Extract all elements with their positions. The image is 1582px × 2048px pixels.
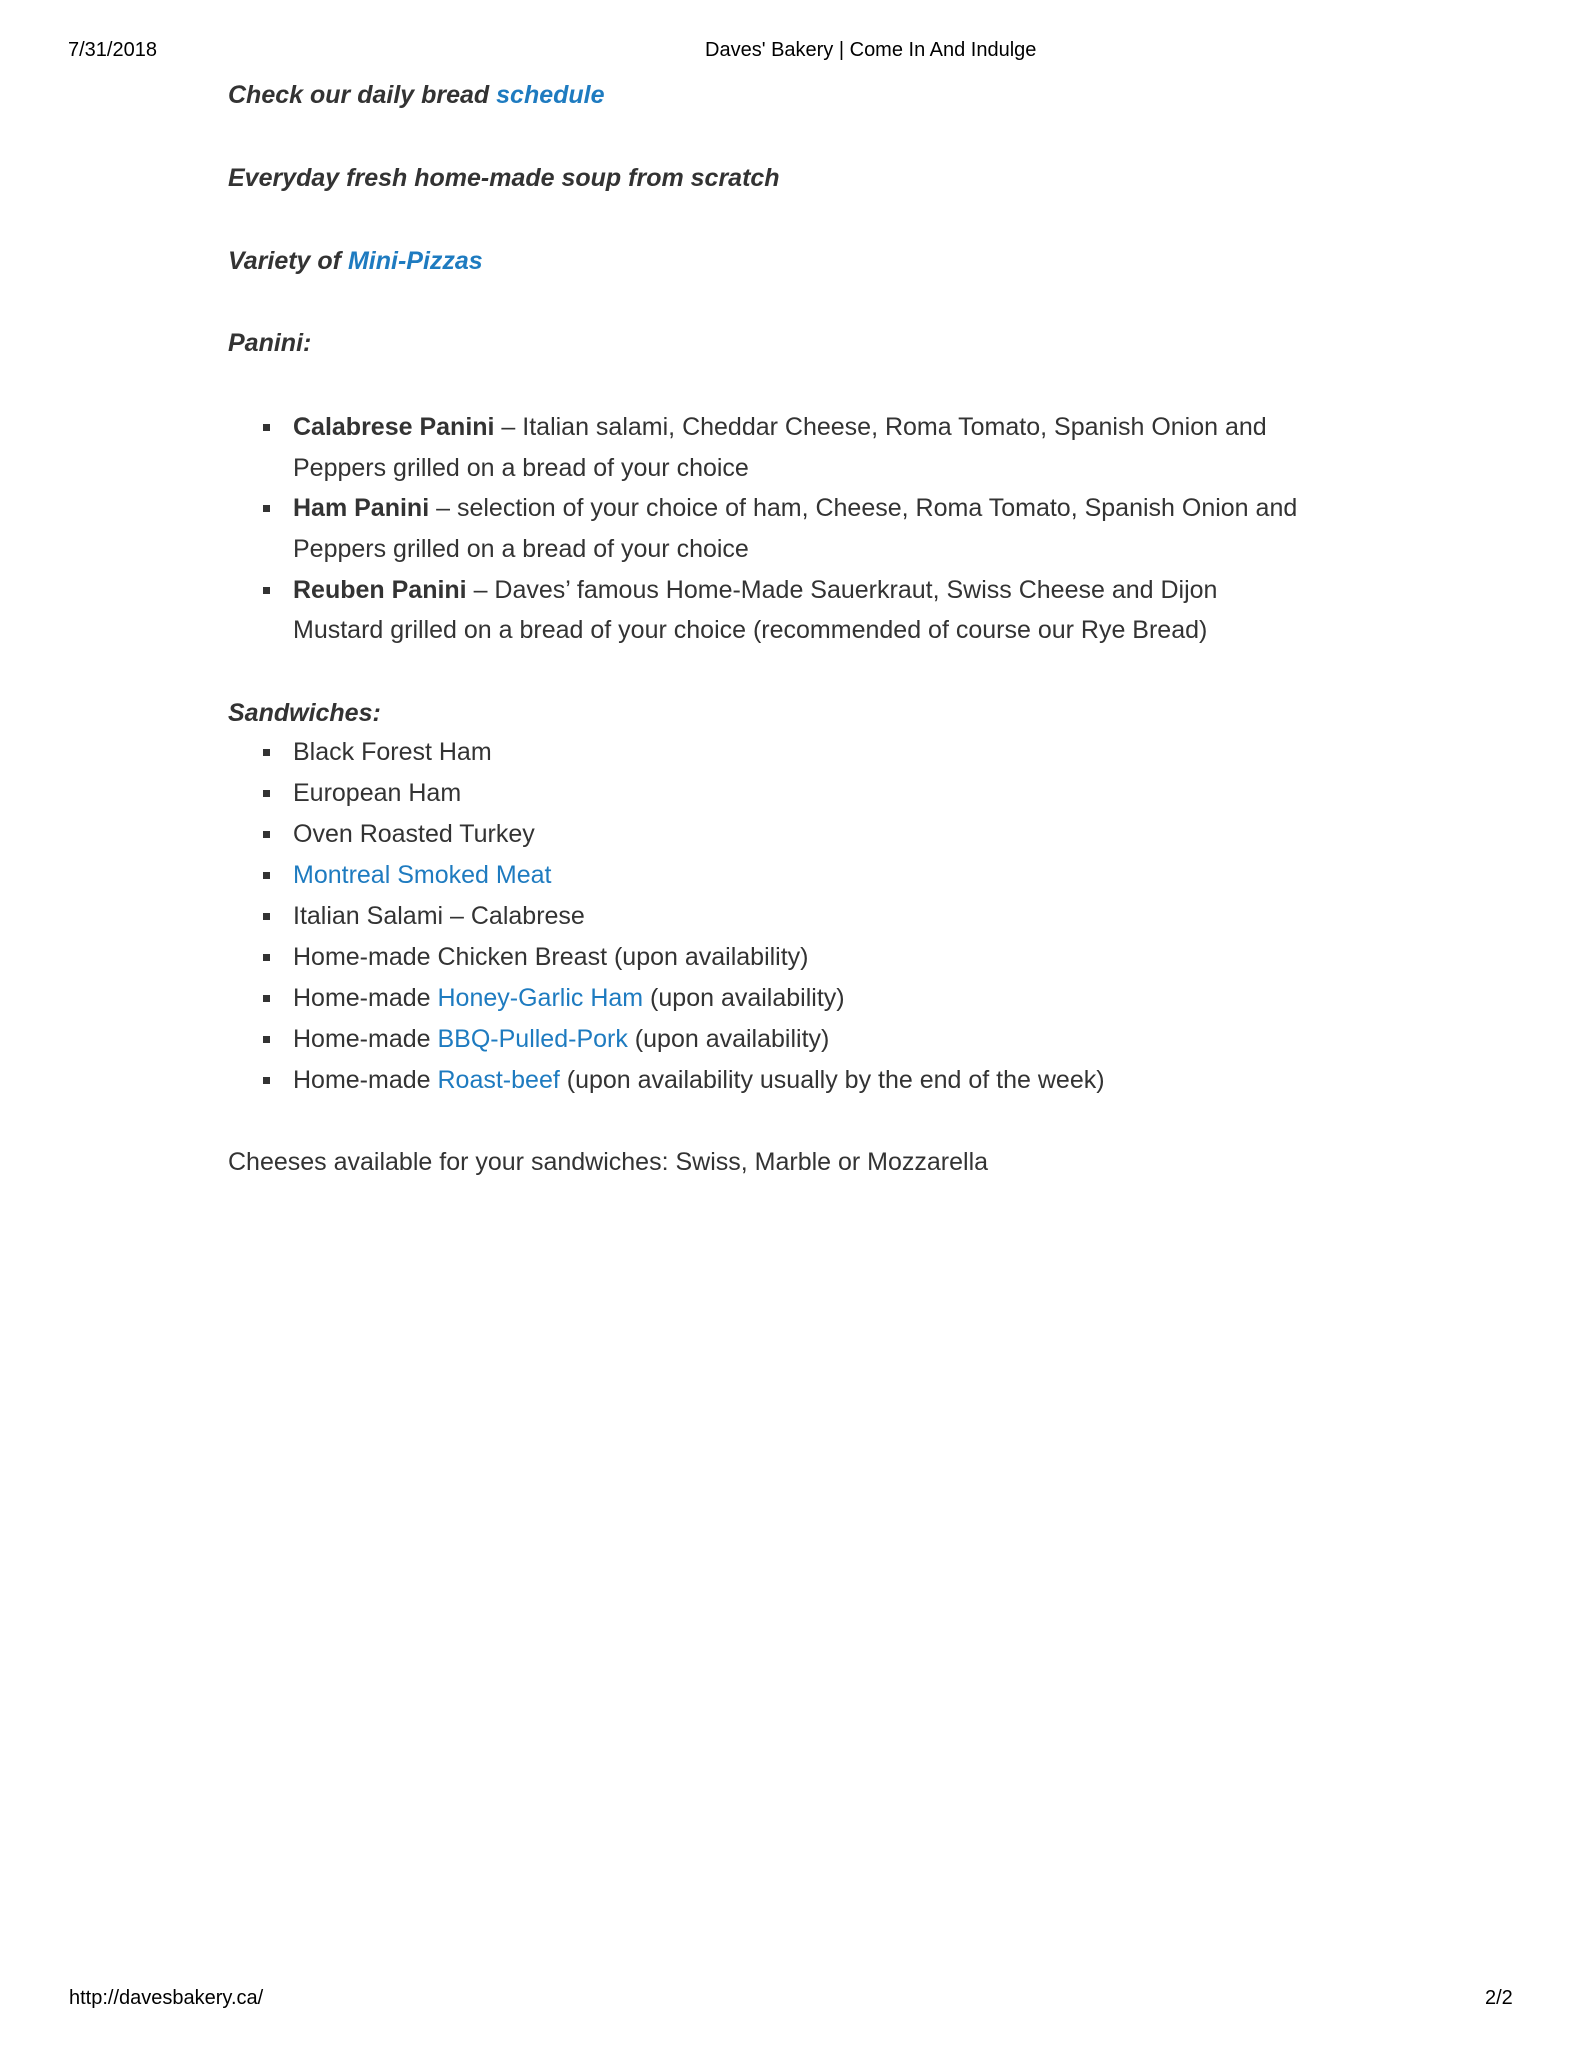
sandwich-item-prefix: Home-made — [293, 984, 438, 1012]
bullet-icon — [263, 872, 270, 879]
panini-item-name: Ham Panini — [293, 494, 430, 522]
montreal-smoked-meat-link[interactable]: Montreal Smoked Meat — [293, 861, 552, 889]
honey-garlic-ham-link[interactable]: Honey-Garlic Ham — [437, 984, 644, 1012]
bullet-icon — [263, 790, 270, 797]
sandwich-item-prefix: Home-made — [293, 1025, 438, 1053]
mini-pizzas-link[interactable]: Mini-Pizzas — [347, 247, 483, 275]
print-page-title: Daves' Bakery | Come In And Indulge — [705, 39, 1037, 61]
cheeses-note: Cheeses available for your sandwiches: Swiss, Marble or Mozzarella — [228, 1148, 989, 1176]
panini-item-line — [293, 575, 1217, 605]
mini-pizzas-line — [228, 246, 483, 276]
schedule-link[interactable]: schedule — [496, 81, 605, 109]
sandwich-item-line — [293, 983, 845, 1013]
sandwiches-heading: Sandwiches: — [228, 699, 381, 727]
sandwich-item-suffix: (upon availability usually by the end of the week) — [559, 1066, 1105, 1094]
sandwich-item-suffix: (upon availability) — [627, 1025, 830, 1053]
sandwich-item-line — [293, 1024, 829, 1054]
bullet-icon — [263, 913, 270, 920]
sandwich-item-suffix: (upon availability) — [643, 984, 845, 1012]
sandwich-item-text: Black Forest Ham — [293, 738, 492, 766]
bullet-icon — [263, 954, 270, 961]
panini-item-desc: – Daves’ famous Home-Made Sauerkraut, Swiss Cheese and Dijon — [466, 576, 1218, 604]
sandwich-item-text: European Ham — [293, 779, 462, 807]
panini-item-desc: – Italian salami, Cheddar Cheese, Roma Tomato, Spanish Onion and — [494, 413, 1267, 441]
bullet-icon — [263, 995, 270, 1002]
panini-item-name: Reuben Panini — [293, 576, 467, 604]
mini-pizzas-text: Variety of — [228, 247, 348, 275]
bullet-icon — [263, 831, 270, 838]
soup-line: Everyday fresh home-made soup from scratch — [228, 164, 780, 192]
print-page-number: 2/2 — [1485, 1987, 1513, 2009]
roast-beef-link[interactable]: Roast-beef — [437, 1066, 560, 1094]
panini-item-line — [293, 493, 1297, 523]
panini-item-desc-cont: Mustard grilled on a bread of your choice (recommended of course our Rye Bread) — [293, 616, 1208, 644]
panini-item-line — [293, 412, 1267, 442]
bullet-icon — [263, 1036, 270, 1043]
bread-schedule-text: Check our daily bread — [228, 81, 497, 109]
sandwich-item-prefix: Home-made — [293, 1066, 438, 1094]
bullet-icon — [263, 1077, 270, 1084]
bullet-icon — [263, 749, 270, 756]
panini-item-desc-cont: Peppers grilled on a bread of your choice — [293, 535, 749, 563]
print-url: http://davesbakery.ca/ — [69, 1987, 264, 2009]
print-date: 7/31/2018 — [68, 39, 157, 61]
bread-schedule-line — [228, 80, 605, 110]
sandwich-item-text: Oven Roasted Turkey — [293, 820, 535, 848]
panini-item-desc: – selection of your choice of ham, Cheese, Roma Tomato, Spanish Onion and — [429, 494, 1298, 522]
sandwich-item-text: Home-made Chicken Breast (upon availability) — [293, 943, 809, 971]
panini-heading: Panini: — [228, 329, 312, 357]
bullet-icon — [263, 587, 270, 594]
bullet-icon — [263, 424, 270, 431]
panini-item-name: Calabrese Panini — [293, 413, 495, 441]
sandwich-item-line — [293, 1065, 1105, 1095]
bullet-icon — [263, 505, 270, 512]
bbq-pulled-pork-link[interactable]: BBQ-Pulled-Pork — [437, 1025, 628, 1053]
panini-item-desc-cont: Peppers grilled on a bread of your choice — [293, 454, 749, 482]
sandwich-item-text: Italian Salami – Calabrese — [293, 902, 585, 930]
